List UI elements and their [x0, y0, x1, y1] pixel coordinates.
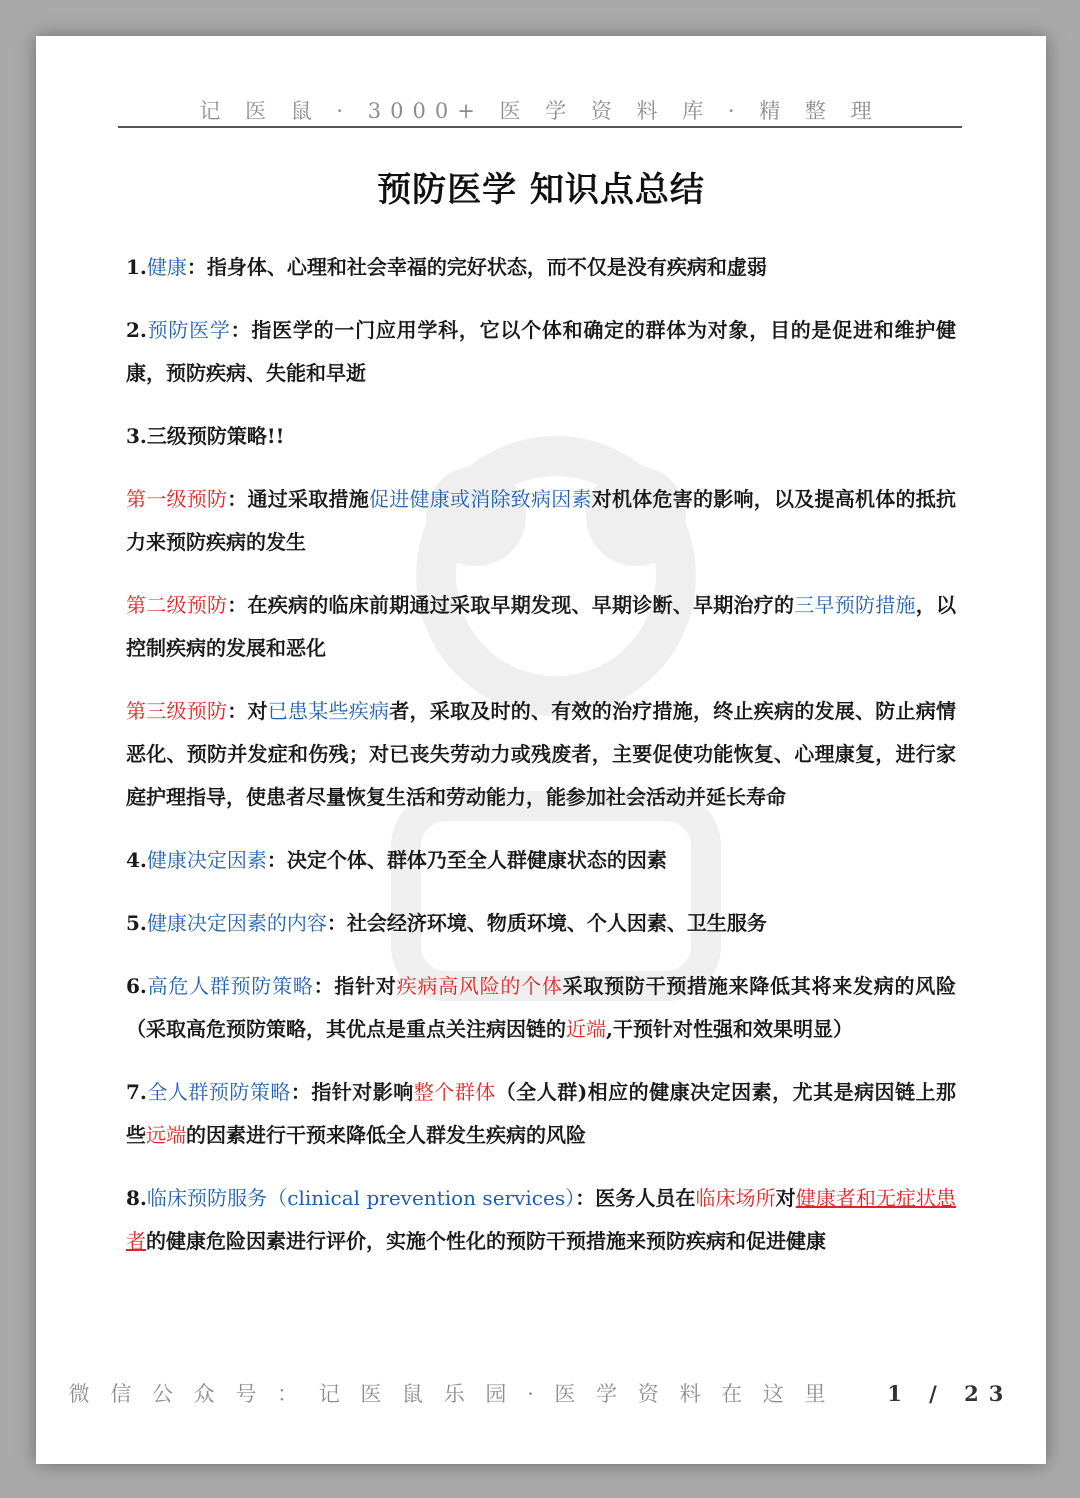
item-5: 5.健康决定因素的内容：社会经济环境、物质环境、个人因素、卫生服务 [126, 911, 767, 935]
item-3-primary: 第一级预防：通过采取措施促进健康或消除致病因素对机体危害的影响，以及提高机体的抵抗力来预防疾病的发生 [126, 487, 956, 554]
page-title: 预防医学 知识点总结 [377, 170, 705, 210]
term-health-determinants: 健康决定因素 [146, 848, 267, 872]
header-divider [118, 126, 962, 128]
footer-text: 微 信 公 众 号 ： 记 医 鼠 乐 园 · 医 学 资 料 在 这 里 [68, 1382, 833, 1406]
item-2: 2.预防医学：指医学的一门应用学科，它以个体和确定的群体为对象，目的是促进和维护健康，预防疾病、失能和早逝 [126, 318, 957, 385]
document-body [126, 246, 956, 1283]
item-3-tertiary: 第三级预防：对已患某些疾病者，采取及时的、有效的治疗措施，终止疾病的发展、防止病情恶化、预防并发症和伤残；对已丧失劳动力或残废者，主要促使功能恢复、心理康复，进行家庭护理指导，使患者尽量恢复生活和劳动能力，能参加社会活动并延长寿命 [126, 699, 956, 809]
page-footer [36, 1378, 1046, 1408]
term-health: 健康 [146, 255, 187, 279]
term-clinical-prevention: 临床预防服务（clinical prevention services） [146, 1186, 576, 1210]
term-population-strategy: 全人群预防策略 [146, 1080, 291, 1104]
item-3: 3.三级预防策略!! [126, 424, 285, 448]
item-4: 4.健康决定因素：决定个体、群体乃至全人群健康状态的因素 [126, 848, 667, 872]
page-header: 记 医 鼠 · 3000+ 医 学 资 料 库 · 精 整 理 [199, 99, 881, 123]
term-high-risk-strategy: 高危人群预防策略 [146, 974, 314, 998]
term-determinants-content: 健康决定因素的内容 [146, 911, 327, 935]
item-6: 6.高危人群预防策略：指针对疾病高风险的个体采取预防干预措施来降低其将来发病的风险（采取高危预防策略，其优点是重点关注病因链的近端,干预针对性强和效果明显） [126, 974, 957, 1041]
page-number: 1 / 23 [887, 1381, 1014, 1406]
item-7: 7.全人群预防策略：指针对影响整个群体（全人群)相应的健康决定因素，尤其是病因链上那些远端的因素进行干预来降低全人群发生疾病的风险 [126, 1080, 957, 1147]
item-8: 8.临床预防服务（clinical prevention services）：医务人员在临床场所对健康者和无症状患者的健康危险因素进行评价，实施个性化的预防干预措施来预防疾病和促进健康 [126, 1186, 957, 1253]
term-primary-prevention: 第一级预防 [126, 487, 228, 511]
item-1: 1.健康：指身体、心理和社会幸福的完好状态，而不仅是没有疾病和虚弱 [126, 255, 767, 279]
term-preventive-medicine: 预防医学 [146, 318, 231, 342]
item-3-secondary: 第二级预防：在疾病的临床前期通过采取早期发现、早期诊断、早期治疗的三早预防措施，以控制疾病的发展和恶化 [126, 593, 956, 660]
term-tertiary-prevention: 第三级预防 [126, 699, 228, 723]
document-page [36, 36, 1046, 1464]
term-secondary-prevention: 第二级预防 [126, 593, 228, 617]
